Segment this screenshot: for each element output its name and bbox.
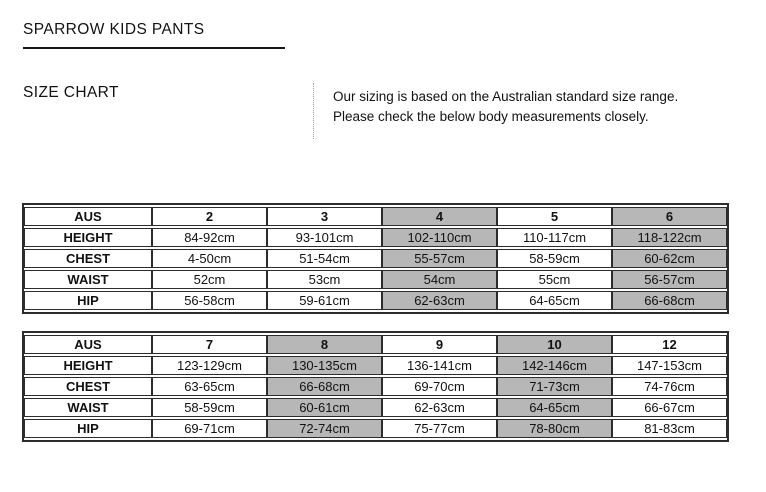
table-row: [24, 398, 727, 417]
measurement-cell: 66-68cm: [612, 291, 727, 310]
measurement-cell: 102-110cm: [382, 228, 497, 247]
header-label-cell: AUS: [24, 335, 152, 354]
measurement-cell: 52cm: [152, 270, 267, 289]
row-label-cell: HIP: [24, 291, 152, 310]
dotted-separator: [313, 83, 314, 139]
size-header-cell: 8: [267, 335, 382, 354]
measurement-cell: 75-77cm: [382, 419, 497, 438]
table-header-row: [24, 335, 727, 354]
row-label-cell: WAIST: [24, 270, 152, 289]
measurement-cell: 51-54cm: [267, 249, 382, 268]
header-label-cell: AUS: [24, 207, 152, 226]
measurement-cell: 60-62cm: [612, 249, 727, 268]
measurement-cell: 64-65cm: [497, 398, 612, 417]
measurement-cell: 63-65cm: [152, 377, 267, 396]
row-label-cell: HIP: [24, 419, 152, 438]
size-header-cell: 9: [382, 335, 497, 354]
measurement-cell: 53cm: [267, 270, 382, 289]
measurement-cell: 84-92cm: [152, 228, 267, 247]
measurement-cell: 55cm: [497, 270, 612, 289]
measurement-cell: 64-65cm: [497, 291, 612, 310]
measurement-cell: 69-71cm: [152, 419, 267, 438]
measurement-cell: 136-141cm: [382, 356, 497, 375]
table-row: [24, 270, 727, 289]
measurement-cell: 130-135cm: [267, 356, 382, 375]
measurement-cell: 56-58cm: [152, 291, 267, 310]
row-label-cell: CHEST: [24, 249, 152, 268]
measurement-cell: 123-129cm: [152, 356, 267, 375]
measurement-cell: 58-59cm: [152, 398, 267, 417]
measurement-cell: 62-63cm: [382, 398, 497, 417]
row-label-cell: WAIST: [24, 398, 152, 417]
measurement-cell: 58-59cm: [497, 249, 612, 268]
table-row: [24, 356, 727, 375]
size-header-cell: 5: [497, 207, 612, 226]
table-header-row: [24, 207, 727, 226]
measurement-cell: 69-70cm: [382, 377, 497, 396]
table-row: [24, 291, 727, 310]
measurement-cell: 4-50cm: [152, 249, 267, 268]
table-row: [24, 419, 727, 438]
sizing-note-line-1: Our sizing is based on the Australian standard size range.: [333, 89, 679, 104]
sizing-note: [333, 87, 678, 127]
size-header-cell: 12: [612, 335, 727, 354]
measurement-cell: 66-67cm: [612, 398, 727, 417]
page-title: SPARROW KIDS PANTS: [23, 21, 285, 49]
row-label-cell: HEIGHT: [24, 228, 152, 247]
measurement-cell: 142-146cm: [497, 356, 612, 375]
measurement-cell: 62-63cm: [382, 291, 497, 310]
measurement-cell: 59-61cm: [267, 291, 382, 310]
measurement-cell: 66-68cm: [267, 377, 382, 396]
size-header-cell: 2: [152, 207, 267, 226]
measurement-cell: 118-122cm: [612, 228, 727, 247]
row-label-cell: CHEST: [24, 377, 152, 396]
measurement-cell: 71-73cm: [497, 377, 612, 396]
measurement-cell: 81-83cm: [612, 419, 727, 438]
row-label-cell: HEIGHT: [24, 356, 152, 375]
table-row: [24, 228, 727, 247]
measurement-cell: 78-80cm: [497, 419, 612, 438]
size-header-cell: 3: [267, 207, 382, 226]
measurement-cell: 74-76cm: [612, 377, 727, 396]
measurement-cell: 93-101cm: [267, 228, 382, 247]
table-row: [24, 249, 727, 268]
section-heading: SIZE CHART: [23, 84, 119, 101]
size-header-cell: 6: [612, 207, 727, 226]
measurement-cell: 56-57cm: [612, 270, 727, 289]
size-header-cell: 10: [497, 335, 612, 354]
measurement-cell: 54cm: [382, 270, 497, 289]
measurement-cell: 55-57cm: [382, 249, 497, 268]
size-header-cell: 4: [382, 207, 497, 226]
measurement-cell: 110-117cm: [497, 228, 612, 247]
sizing-note-line-2: Please check the below body measurements closely.: [333, 109, 649, 124]
measurement-cell: 60-61cm: [267, 398, 382, 417]
size-chart-table-aus-2-6: [22, 203, 729, 314]
table-row: [24, 377, 727, 396]
size-chart-table-aus-7-12: [22, 331, 729, 442]
measurement-cell: 147-153cm: [612, 356, 727, 375]
measurement-cell: 72-74cm: [267, 419, 382, 438]
size-header-cell: 7: [152, 335, 267, 354]
